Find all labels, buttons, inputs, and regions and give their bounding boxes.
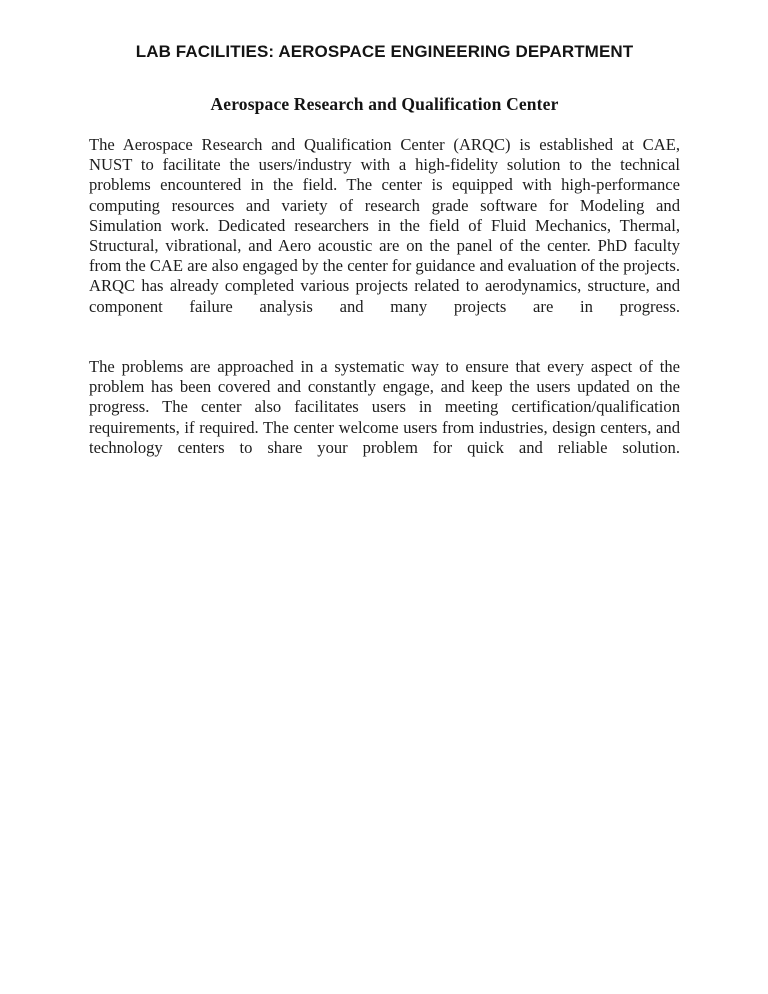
document-content (89, 0, 680, 478)
section-subtitle: Aerospace Research and Qualification Center (210, 94, 559, 114)
paragraph-1: The Aerospace Research and Qualification Center (ARQC) is established at CAE, NUST to facilitate the users/industry with a high-fidelity solution to the technical problems encountered in the field. The center is equipped with high-performance computing resources and variety of research grade software for Modeling and Simulation work. Dedicated researchers in the field of Fluid Mechanics, Thermal, Structural, vibrational, and Aero acoustic are on the panel of the center. PhD faculty from the CAE are also engaged by the center for guidance and evaluation of the projects. ARQC has already completed various projects related to aerodynamics, structure, and component failure analysis and many projects are in progress. (89, 135, 680, 316)
body-text (89, 114, 680, 478)
paragraph-2: The problems are approached in a systematic way to ensure that every aspect of the problem has been covered and constantly engage, and keep the users updated on the progress. The center also facilitates users in meeting certification/qualification requirements, if required. The center welcome users from industries, design centers, and technology centers to share your problem for quick and reliable solution. (89, 357, 680, 457)
page-title: LAB FACILITIES: AEROSPACE ENGINEERING DEPARTMENT (135, 42, 634, 61)
